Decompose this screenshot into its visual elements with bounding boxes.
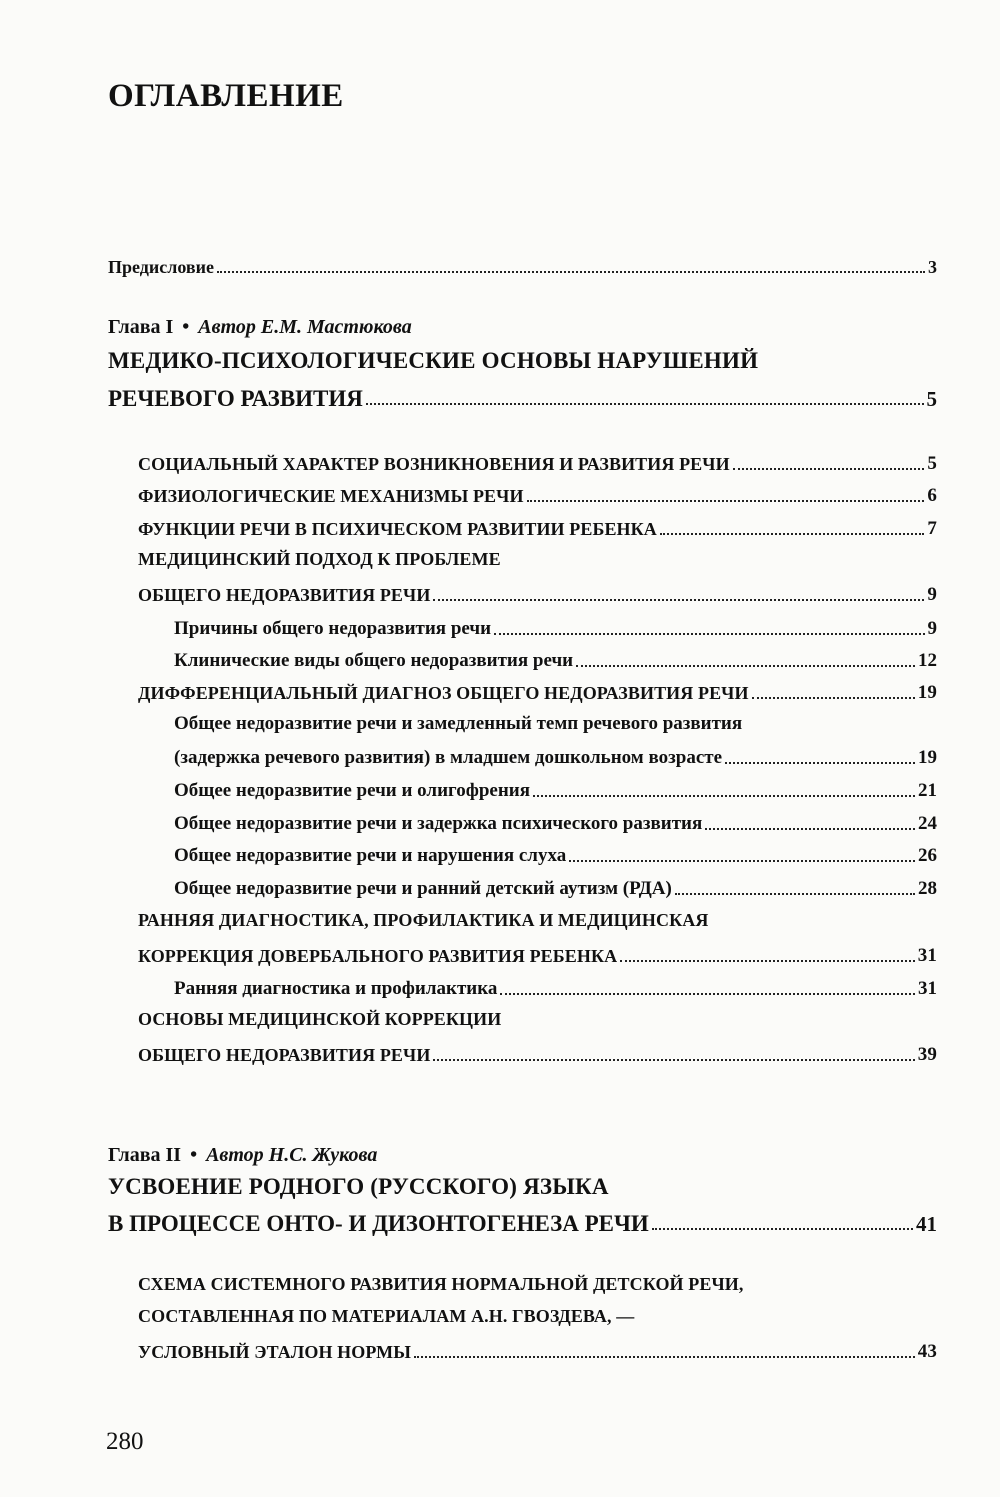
- toc-page-number: 3: [928, 257, 937, 277]
- toc-entry[interactable]: [174, 614, 937, 642]
- dot-leader: [366, 403, 924, 405]
- toc-page-number: 9: [927, 618, 937, 639]
- toc-entry-preface[interactable]: [108, 252, 937, 280]
- toc-entry[interactable]: [138, 1040, 937, 1068]
- chapter-number: Глава I: [108, 316, 174, 338]
- chapter-author: Автор Е.М. Мастюкова: [198, 316, 412, 338]
- toc-page-number: 26: [918, 845, 937, 866]
- bullet-separator: •: [190, 1144, 198, 1166]
- toc-entry[interactable]: [174, 974, 937, 1002]
- toc-page-number: 31: [918, 978, 937, 999]
- dot-leader: [569, 860, 915, 862]
- toc-entry-title: Ранняя диагностика и профилактика: [174, 978, 498, 999]
- toc-page-number: 24: [918, 813, 937, 834]
- toc-page-number: 7: [927, 518, 937, 539]
- toc-entry[interactable]: [138, 580, 937, 608]
- dot-leader: [705, 828, 915, 830]
- toc-entry-title-line: СОСТАВЛЕННАЯ ПО МАТЕРИАЛАМ А.Н. ГВОЗДЕВА, —: [138, 1306, 635, 1326]
- dot-leader: [433, 1059, 914, 1061]
- toc-entry-title: ДИФФЕРЕНЦИАЛЬНЫЙ ДИАГНОЗ ОБЩЕГО НЕДОРАЗВИТИЯ РЕЧИ: [138, 683, 749, 703]
- toc-entry[interactable]: [174, 743, 937, 771]
- dot-leader: [217, 271, 925, 273]
- toc-entry-title: СОЦИАЛЬНЫЙ ХАРАКТЕР ВОЗНИКНОВЕНИЯ И РАЗВИТИЯ РЕЧИ: [138, 454, 730, 474]
- bullet-separator: •: [182, 316, 190, 338]
- toc-page-number: 5: [926, 387, 937, 411]
- chapter-number: Глава II: [108, 1144, 182, 1166]
- chapter-1-label: [108, 316, 412, 339]
- toc-entry-title: УСЛОВНЫЙ ЭТАЛОН НОРМЫ: [138, 1342, 412, 1362]
- toc-entry-title-line: РАННЯЯ ДИАГНОСТИКА, ПРОФИЛАКТИКА И МЕДИЦИНСКАЯ: [138, 910, 709, 930]
- dot-leader: [527, 500, 925, 502]
- toc-entry-title: ФУНКЦИИ РЕЧИ В ПСИХИЧЕСКОМ РАЗВИТИИ РЕБЕНКА: [138, 519, 657, 539]
- toc-entry-title-line: Общее недоразвитие речи и замедленный темп речевого развития: [174, 713, 743, 734]
- chapter-1-title-line-1: МЕДИКО-ПСИХОЛОГИЧЕСКИЕ ОСНОВЫ НАРУШЕНИЙ: [108, 348, 759, 373]
- toc-page-number: 31: [917, 945, 937, 966]
- toc-entry-title: Клинические виды общего недоразвития речи: [174, 650, 574, 671]
- toc-entry-title-line: СХЕМА СИСТЕМНОГО РАЗВИТИЯ НОРМАЛЬНОЙ ДЕТСКОЙ РЕЧИ,: [138, 1274, 744, 1294]
- dot-leader: [414, 1356, 915, 1358]
- toc-entry-title: Предисловие: [108, 257, 214, 277]
- dot-leader: [494, 633, 924, 635]
- chapter-1-title-line-2: РЕЧЕВОГО РАЗВИТИЯ: [108, 386, 363, 411]
- dot-leader: [533, 795, 915, 797]
- dot-leader: [576, 665, 915, 667]
- dot-leader: [733, 468, 925, 470]
- toc-entry-title: ФИЗИОЛОГИЧЕСКИЕ МЕХАНИЗМЫ РЕЧИ: [138, 486, 524, 506]
- dot-leader: [433, 599, 924, 601]
- toc-entry-title-line: ОСНОВЫ МЕДИЦИНСКОЙ КОРРЕКЦИИ: [138, 1009, 502, 1029]
- toc-page-number: 43: [917, 1341, 937, 1362]
- page-title: ОГЛАВЛЕНИЕ: [108, 78, 344, 114]
- toc-entry[interactable]: [174, 809, 937, 837]
- toc-entry[interactable]: [138, 481, 937, 509]
- toc-entry-chapter-1[interactable]: [108, 380, 937, 412]
- toc-entry[interactable]: [138, 449, 937, 477]
- toc-entry[interactable]: [138, 1337, 937, 1365]
- toc-entry-title: Общее недоразвитие речи и задержка психического развития: [174, 813, 703, 834]
- dot-leader: [500, 993, 915, 995]
- toc-page-number: 9: [927, 584, 937, 605]
- dot-leader: [752, 697, 915, 699]
- toc-entry-title: Общее недоразвитие речи и олигофрения: [174, 780, 531, 801]
- toc-entry[interactable]: [174, 776, 937, 804]
- dot-leader: [725, 762, 915, 764]
- toc-entry[interactable]: [138, 678, 937, 706]
- toc-entry-title: КОРРЕКЦИЯ ДОВЕРБАЛЬНОГО РАЗВИТИЯ РЕБЕНКА: [138, 946, 618, 966]
- chapter-2-title-line-1: УСВОЕНИЕ РОДНОГО (РУССКОГО) ЯЗЫКА: [108, 1174, 609, 1199]
- chapter-author: Автор Н.С. Жукова: [206, 1144, 378, 1166]
- toc-entry-title: Общее недоразвитие речи и нарушения слуха: [174, 845, 567, 866]
- toc-entry-title: Общее недоразвитие речи и ранний детский аутизм (РДА): [174, 878, 672, 899]
- toc-entry[interactable]: [174, 646, 937, 674]
- toc-entry[interactable]: [174, 874, 937, 902]
- toc-entry-title: ОБЩЕГО НЕДОРАЗВИТИЯ РЕЧИ: [138, 585, 431, 605]
- toc-page-number: 39: [917, 1044, 937, 1065]
- toc-page-number: 5: [927, 453, 937, 474]
- toc-entry-chapter-2[interactable]: [108, 1205, 937, 1237]
- toc-entry-title: Причины общего недоразвития речи: [174, 618, 492, 639]
- dot-leader: [660, 533, 924, 535]
- toc-entry[interactable]: [138, 514, 937, 542]
- toc-page-number: 19: [917, 682, 937, 703]
- dot-leader: [620, 960, 915, 962]
- dot-leader: [675, 893, 915, 895]
- toc-page-number: 28: [918, 878, 937, 899]
- toc-page-number: 12: [918, 650, 937, 671]
- toc-page-number: 6: [927, 485, 937, 506]
- toc-entry-title-line: МЕДИЦИНСКИЙ ПОДХОД К ПРОБЛЕМЕ: [138, 549, 501, 569]
- toc-entry[interactable]: [174, 841, 937, 869]
- toc-entry[interactable]: [138, 941, 937, 969]
- toc-page-number: 21: [918, 780, 937, 801]
- toc-entry-title: ОБЩЕГО НЕДОРАЗВИТИЯ РЕЧИ: [138, 1045, 431, 1065]
- toc-page-number: 19: [918, 747, 937, 768]
- chapter-2-title-line-2: В ПРОЦЕССЕ ОНТО- И ДИЗОНТОГЕНЕЗА РЕЧИ: [108, 1211, 649, 1236]
- page-number: 280: [106, 1428, 144, 1455]
- chapter-2-label: [108, 1144, 377, 1167]
- toc-entry-title: (задержка речевого развития) в младшем дошкольном возрасте: [174, 747, 723, 768]
- toc-page-number: 41: [916, 1212, 937, 1236]
- dot-leader: [652, 1228, 913, 1230]
